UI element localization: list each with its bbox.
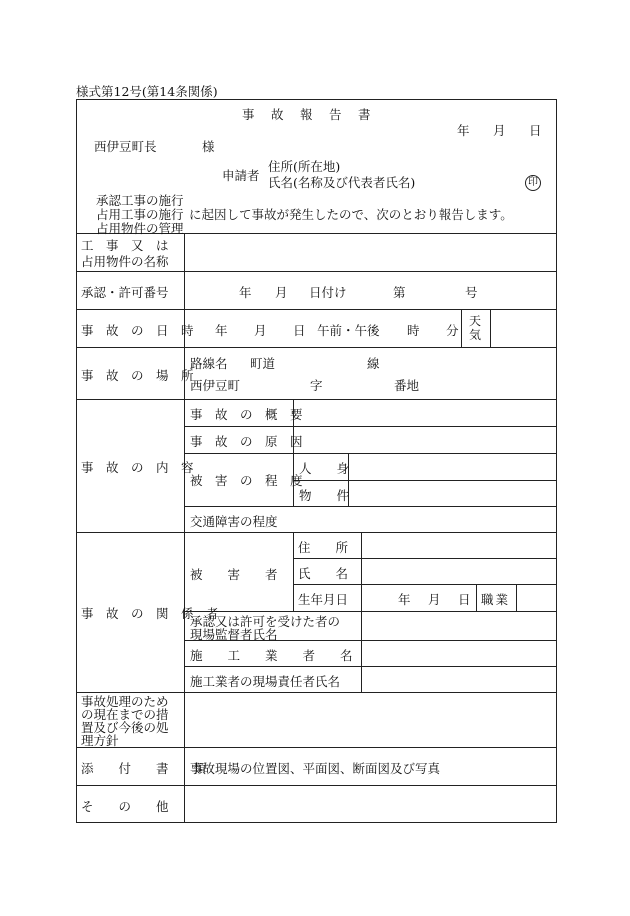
- column-divider: [361, 532, 362, 692]
- measures-label: 事故処理のため: [81, 694, 169, 709]
- contractor-manager-label: 施工業者の現場責任者氏名: [190, 674, 341, 689]
- dt-minute: 分: [446, 323, 459, 338]
- column-divider: [293, 532, 294, 611]
- weather-label: 天気: [469, 314, 482, 342]
- applicant-label: 申請者: [222, 168, 260, 183]
- place-label: 事 故 の 場 所: [81, 368, 194, 383]
- measures-label: 理方針: [81, 733, 119, 748]
- date-year: 年: [457, 123, 470, 138]
- row-divider: [76, 309, 557, 310]
- column-divider: [461, 309, 462, 347]
- birth-month: 月: [428, 592, 441, 607]
- measures-label: の現在までの措: [81, 707, 169, 722]
- applicant-name-label: 氏名(名称及び代表者氏名): [268, 175, 416, 190]
- permit-dated: 日付け: [309, 285, 347, 300]
- row-divider: [293, 480, 557, 481]
- date-month: 月: [493, 123, 506, 138]
- permit-go: 号: [465, 285, 478, 300]
- row-divider: [76, 747, 557, 748]
- victim-label: 被 害 者: [190, 567, 278, 582]
- place-aza: 字: [310, 378, 323, 393]
- place-town: 西伊豆町: [190, 378, 241, 393]
- dt-year: 年: [215, 323, 228, 338]
- supervisor-label: 承認又は許可を受けた者の: [190, 614, 341, 629]
- column-divider: [476, 584, 477, 611]
- intro-option: 承認工事の施行: [96, 193, 184, 208]
- content-traffic: 交通障害の程度: [190, 514, 278, 529]
- dt-month: 月: [254, 323, 267, 338]
- row-divider: [184, 506, 557, 507]
- attachments-label: 添 付 書 類: [81, 761, 207, 776]
- row-divider: [76, 785, 557, 786]
- row-divider: [184, 453, 557, 454]
- birth-year: 年: [398, 592, 411, 607]
- honorific: 様: [202, 139, 215, 154]
- victim-occupation: 職業: [481, 592, 511, 607]
- contractor-label: 施 工 業 者 名: [190, 648, 353, 663]
- place-banchi: 番地: [394, 378, 420, 393]
- seal-mark: 印: [525, 175, 541, 191]
- victim-birth: 生年月日: [298, 592, 349, 607]
- place-town-road: 町道: [250, 356, 276, 371]
- dt-day: 日: [293, 323, 306, 338]
- row-divider: [293, 584, 557, 585]
- date-day: 日: [529, 123, 542, 138]
- content-overview: 事 故 の 概 要: [190, 407, 303, 422]
- intro-option: 占用工事の施行: [96, 207, 184, 222]
- other-label: そ の 他: [81, 799, 169, 814]
- content-damage: 被 害 の 程 度: [190, 473, 303, 488]
- place-route: 路線名: [190, 356, 228, 371]
- row-divider: [76, 532, 557, 533]
- dt-ampm: 午前・午後: [317, 323, 380, 338]
- permit-dai: 第: [393, 285, 406, 300]
- permit-year: 年: [239, 285, 252, 300]
- applicant-address-label: 住所(所在地): [268, 159, 341, 174]
- damage-property: 物 件: [299, 488, 350, 503]
- content-label: 事 故 の 内 容: [81, 460, 194, 475]
- work-name-label: 占用物件の名称: [81, 254, 169, 269]
- work-name-label: 工 事 又 は: [81, 238, 169, 253]
- row-divider: [76, 399, 557, 400]
- birth-day: 日: [458, 592, 471, 607]
- supervisor-label: 現場監督者氏名: [190, 627, 278, 642]
- victim-name: 氏 名: [298, 566, 349, 581]
- permit-month: 月: [275, 285, 288, 300]
- content-cause: 事 故 の 原 因: [190, 434, 303, 449]
- row-divider: [184, 666, 557, 667]
- row-divider: [184, 426, 557, 427]
- document-title: 事 故 報 告 書: [242, 107, 373, 122]
- permit-label: 承認・許可番号: [81, 285, 169, 300]
- parties-label: 事 故 の 関 係 者: [81, 606, 219, 621]
- measures-label: 置及び今後の処: [81, 720, 169, 735]
- dt-hour: 時: [407, 323, 420, 338]
- form-number: 様式第12号(第14条関係): [76, 84, 218, 99]
- column-divider: [490, 309, 491, 347]
- intro-sentence: に起因して事故が発生したので、次のとおり報告します。: [189, 207, 513, 222]
- attachments-value: 事故現場の位置図、平面図、断面図及び写真: [190, 761, 441, 776]
- column-divider: [516, 584, 517, 611]
- victim-address: 住 所: [298, 540, 349, 555]
- intro-option: 占用物件の管理: [96, 221, 184, 236]
- row-divider: [293, 558, 557, 559]
- row-divider: [76, 347, 557, 348]
- damage-human: 人 身: [299, 461, 350, 476]
- place-line: 線: [367, 356, 380, 371]
- datetime-label: 事 故 の 日 時: [81, 323, 194, 338]
- row-divider: [76, 271, 557, 272]
- addressee: 西伊豆町長: [94, 139, 157, 154]
